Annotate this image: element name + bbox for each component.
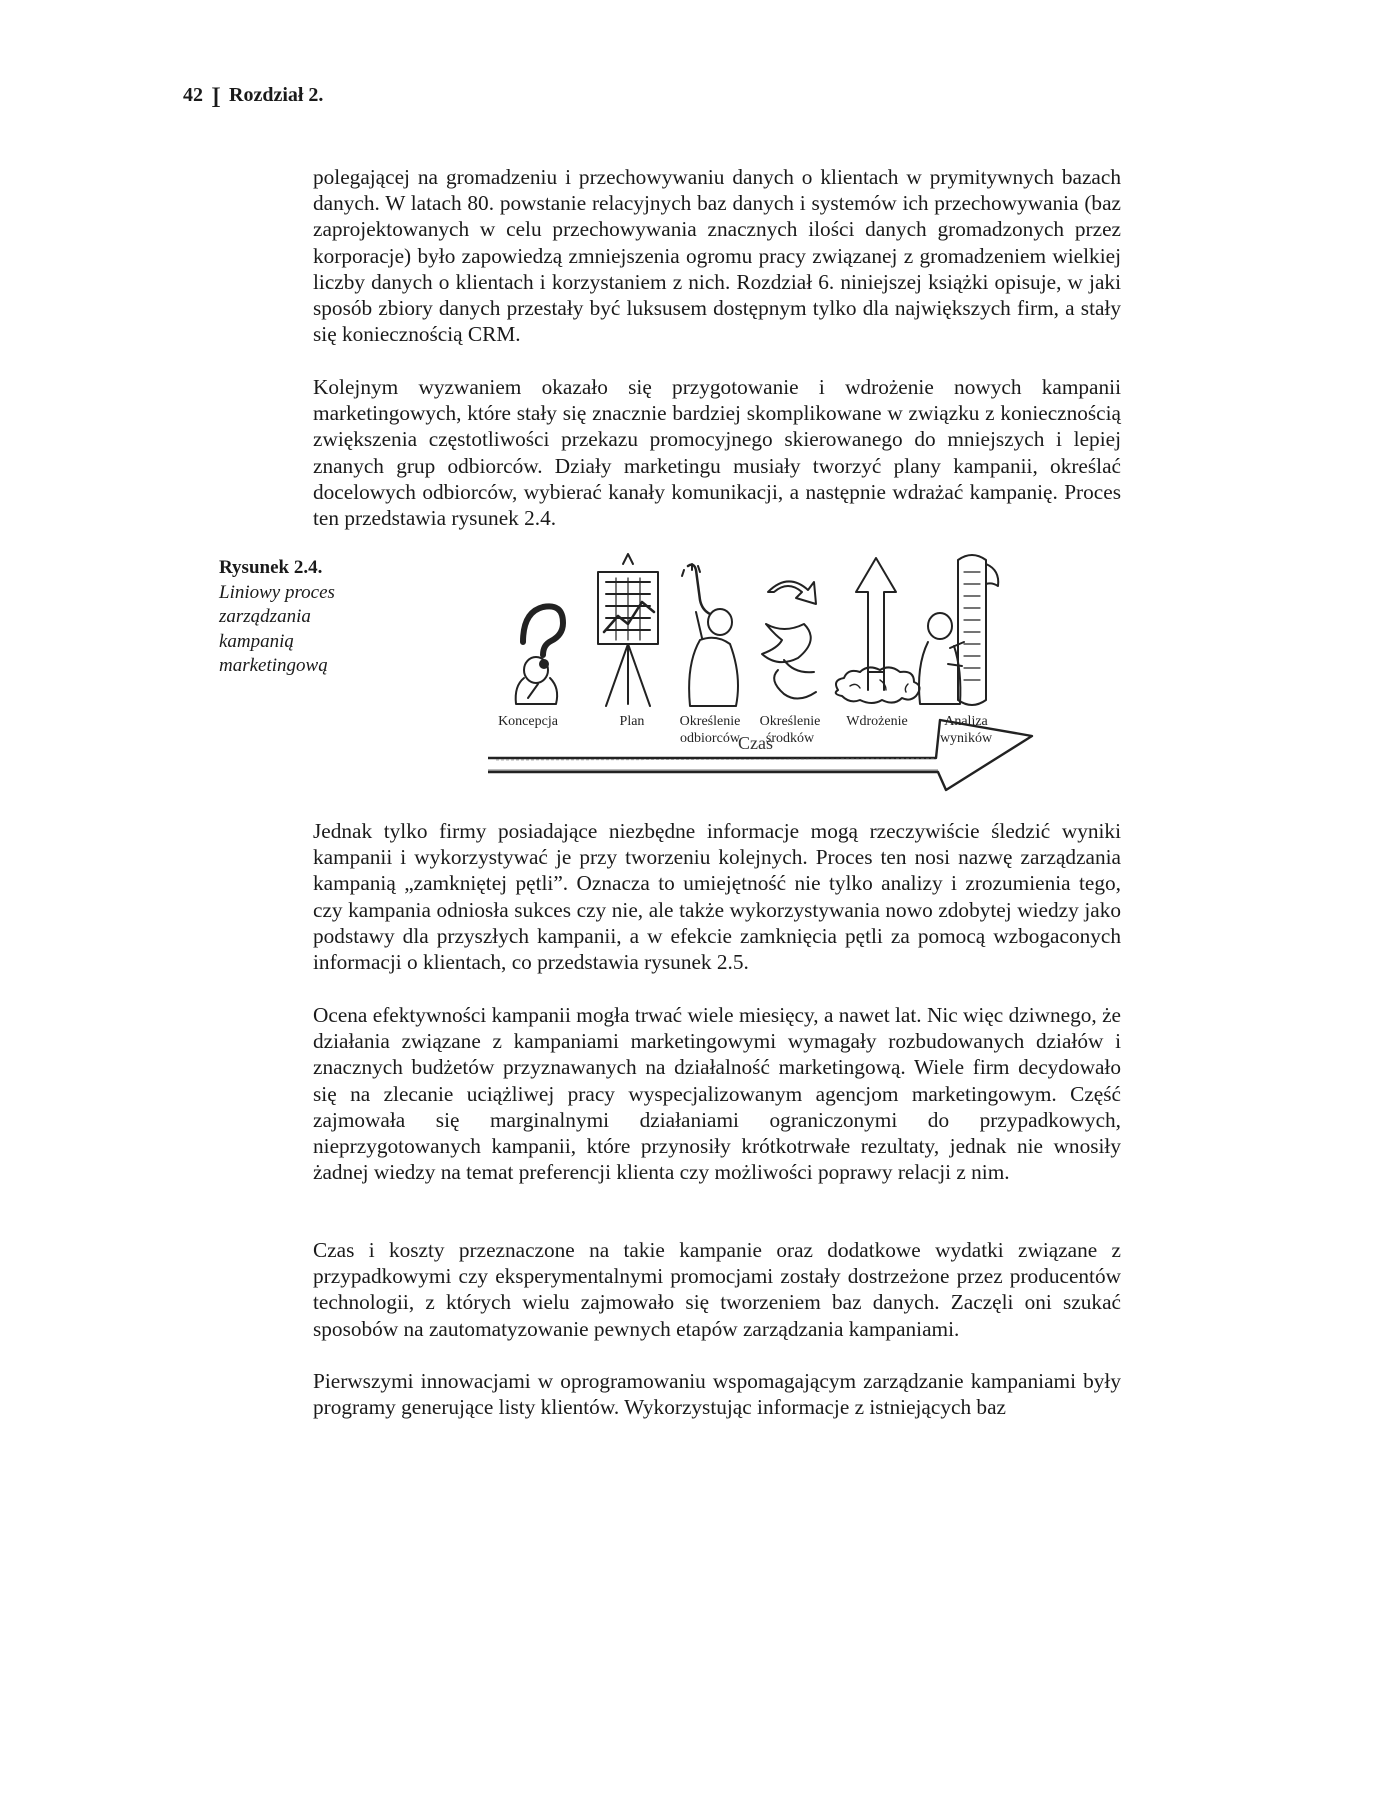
- results-analysis-icon: [919, 555, 998, 705]
- campaign-process-figure: [488, 552, 1068, 802]
- page-number: 42: [183, 84, 203, 106]
- figure-caption-text: Liniowy proces zarządzania kampanią marketingową: [219, 581, 335, 676]
- stage-label-means: Określenie środków: [759, 714, 821, 746]
- paragraph-1: polegającej na gromadzeniu i przechowywaniu danych o klientach w prymitywnych bazach danych. W latach 80. powstanie relacyjnych baz danych i systemów ich przechowywania (baz zaprojektowanych w celu przechowywania znacznych ilości danych gromadzonych przez korporacje) było zapowiedzą zmniejszenia ogromu pracy związanej z gromadzeniem wielkiej liczby danych o klientach i korzystaniem z nich. Rozdział 6. niniejszej książki opisuje, w jaki sposób zbiory danych przestały być luksusem dostępnym tylko dla największych firm, a stały się koniecznością CRM.: [313, 165, 1121, 347]
- stage-label-analysis: Analiza wyników: [939, 714, 993, 746]
- stage-label-plan: Plan: [619, 714, 645, 729]
- time-axis-label: Czas: [738, 733, 773, 753]
- running-header: [183, 80, 324, 114]
- stage-label-concept: Koncepcja: [498, 714, 558, 729]
- means-ribbon-icon: [762, 581, 816, 698]
- concept-figure-icon: [516, 606, 563, 704]
- paragraph-2: Kolejnym wyzwaniem okazało się przygotowanie i wdrożenie nowych kampanii marketingowych, które stały się znacznie bardziej skomplikowane w związku z koniecznością zwiększenia częstotliwości przekazu promocyjnego skierowanego do mniejszych i lepiej znanych grup odbiorców. Działy marketingu musiały tworzyć plany kampanii, określać docelowych odbiorców, wybierać kanały komunikacji, a następnie wdrażać kampanię. Proces ten przedstawia rysunek 2.4.: [313, 375, 1121, 531]
- stage-label-implementation: Wdrożenie: [846, 714, 908, 729]
- paragraph-4: Ocena efektywności kampanii mogła trwać wiele miesięcy, a nawet lat. Nic więc dziwnego, że działania związane z kampaniami marketingowymi wymagały rozbudowanych działów i znacznych budżetów przyznawanych na działalność marketingową. Wiele firm decydowało się na zlecanie uciążliwej pracy wyspecjalizowanym agencjom marketingowym. Część zajmowała się marginalnymi działaniami ograniczonymi do przypadkowych, nieprzygotowanych kampanii, które przynosiły krótkotrwałe rezultaty, jednak nie wnosiły żadnej wiedzy na temat preferencji klienta czy możliwości poprawy relacji z nim.: [313, 1003, 1121, 1185]
- audience-figure-icon: [682, 564, 738, 706]
- figure-caption: [219, 556, 359, 679]
- paragraph-5: Czas i koszty przeznaczone na takie kampanie oraz dodatkowe wydatki związane z przypadkowymi czy eksperymentalnymi promocjami zostały dostrzeżone przez producentów technologii, z których wielu zajmowało się tworzeniem baz danych. Zaczęli oni szukać sposobów na zautomatyzowanie pewnych etapów zarządzania kampaniami.: [313, 1238, 1121, 1341]
- paragraph-6: Pierwszymi innowacjami w oprogramowaniu wspomagającym zarządzanie kampaniami były programy generujące listy klientów. Wykorzystując informacje z istniejących baz: [313, 1369, 1121, 1420]
- header-separator: I: [211, 80, 221, 114]
- process-illustration: [488, 552, 1068, 802]
- figure-caption-title: Rysunek 2.4.: [219, 557, 323, 578]
- chapter-title: Rozdział 2.: [229, 84, 324, 106]
- paragraph-3: Jednak tylko firmy posiadające niezbędne informacje mogą rzeczywiście śledzić wyniki kampanii i wykorzystywać je przy tworzeniu kolejnych. Proces ten nosi nazwę zarządzania kampanią „zamkniętej pętli”. Oznacza to umiejętność nie tylko analizy i zrozumienia tego, czy kampania odniosła sukces czy nie, ale także wykorzystywania nowo zdobytej wiedzy jako podstawy dla przyszłych kampanii, a w efekcie zamknięcia pętli za pomocą wzbogaconych informacji o klientach, co przedstawia rysunek 2.5.: [313, 819, 1121, 975]
- stage-label-audience: Określenie odbiorców: [679, 714, 741, 746]
- launch-arrow-icon: [836, 558, 920, 703]
- plan-easel-icon: [598, 554, 658, 706]
